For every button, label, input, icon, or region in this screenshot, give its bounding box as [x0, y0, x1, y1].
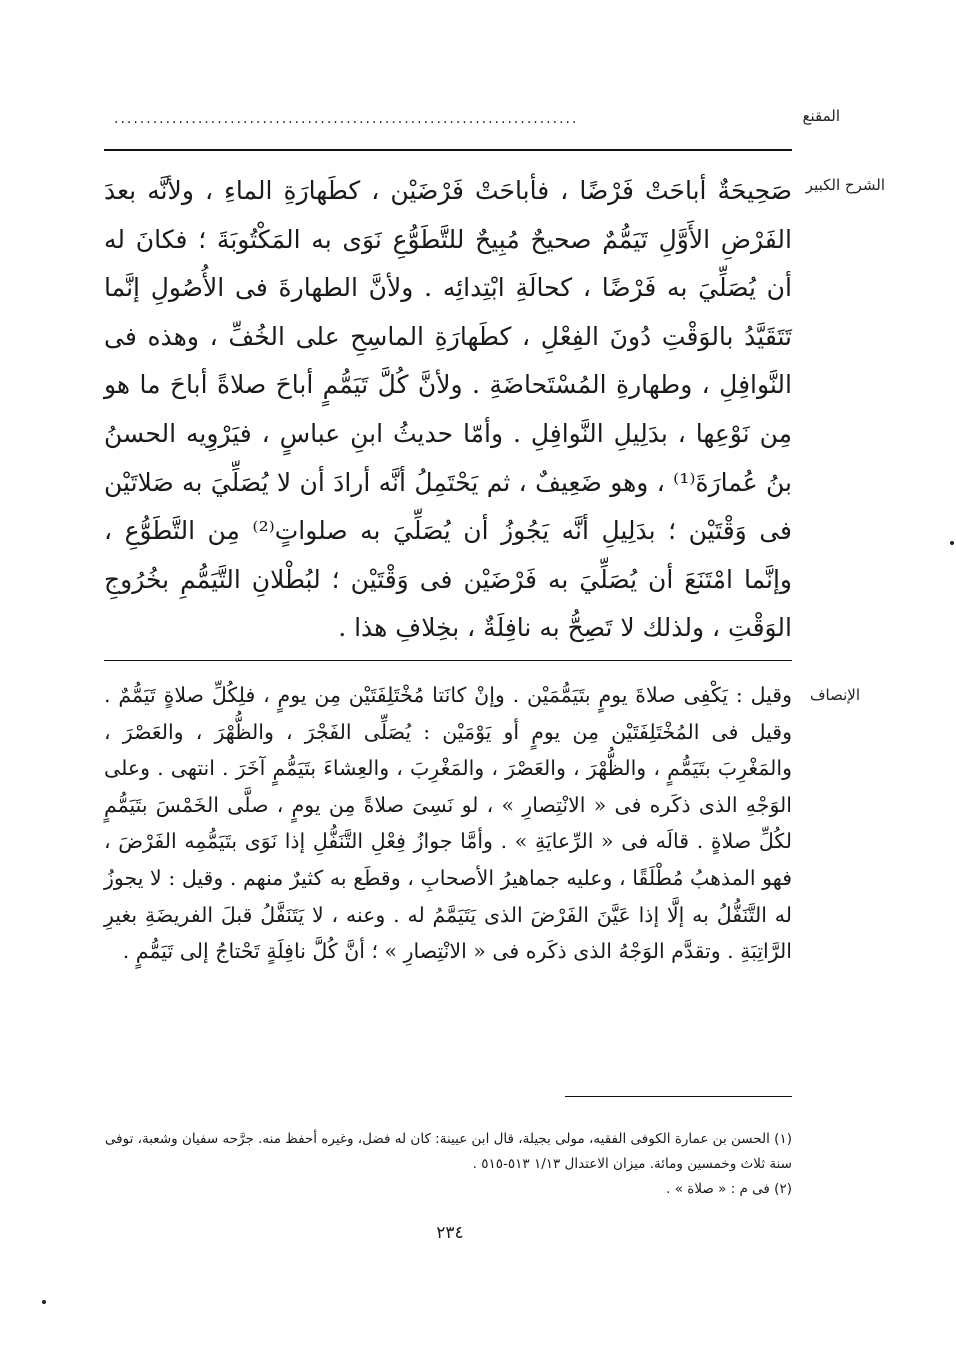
- section-divider: [104, 660, 792, 661]
- insaf-label: الإنصاف: [809, 686, 860, 704]
- scan-speck: [42, 1300, 46, 1304]
- book-label: المقنع: [802, 107, 840, 125]
- footnote-2: (٢) فى م : « صلاة » .: [666, 1181, 792, 1197]
- insaf-text: [104, 677, 792, 970]
- insaf-paragraph: وقيل : يَكْفِى صلاةَ يومٍ بتَيَمُّمَيْن . وإنْ كانَتا مُخْتَلِفَتَيْن مِن يومٍ ، فلِكُلِّ صلاةٍ تَيَمُّمٌ . وقيل فى المُخْتَلِفَتَيْن مِن يومٍ أو يَوْمَيْن : يُصَلِّى الفَجْرَ ، والظُّهْرَ ، والعَصْرَ ، والمَغْرِبَ بتَيَمُّمٍ ، والظُّهْرَ ، والعَصْرَ ، والمَغْرِبَ ، والعِشاءَ بتَيَمُّمٍ آخَرَ . انتهى . وعلى الوَجْهِ الذى ذكَره فى « الانْتِصارِ » ، لو نَسِىَ صلاةً مِن يومٍ ، صلَّى الخَمْسَ بتَيَمُّمٍ لكُلِّ صلاةٍ . قالَه فى « الرِّعايَةِ » . وأمَّا جوازُ فِعْلِ التَّنَفُّلِ إذا نَوَى بتَيَمُّمِه الفَرْضَ ، فهو المذهبُ مُطْلَقًا ، وعليه جماهيرُ الأصحابِ ، وقطَع به كثيرٌ منهم . وقيل : لا يجوزُ له التَّنَفُّلُ به إلَّا إذا عَيَّنَ الفَرْضَ الذى يَتَيَمَّمُ له . وعنه ، لا يَتَنَفَّلُ قبلَ الفريضَةِ بغيرِ الرَّاتِبَةِ . وتقدَّم الوَجْهُ الذى ذكَره فى « الانْتِصارِ » ؛ أنَّ كُلَّ نافِلَةٍ تَحْتاجُ إلى تَيَمُّمٍ .: [104, 683, 792, 964]
- footnote-divider: [565, 1096, 792, 1097]
- scan-speck: [950, 541, 954, 545]
- sharh-label: الشرح الكبير: [805, 176, 885, 194]
- header-rule: [104, 149, 792, 151]
- page-number: ٢٣٤: [436, 1223, 464, 1243]
- footnote-1: (١) الحسن بن عمارة الكوفى الفقيه، مولى بجيلة، قال ابن عيينة: كان له فضل، وغيره أحفظ منه. جرَّحه سفيان وشعبة، توفى سنة ثلاث وخمسين ومائة. ميزان الاعتدال ١/١٣ ٥١٣-٥١٥ .: [104, 1131, 792, 1172]
- sharh-paragraph: صَحِيحَةٌ أباحَتْ فَرْضًا ، فأباحَتْ فَرْضَيْن ، كطَهارَةِ الماءِ ، ولأنَّه بعدَ الفَرْضِ الأَوَّلِ تَيَمُّمٌ صحيحٌ مُبِيحٌ للتَّطَوُّعِ نَوَى به المَكْتُوبَةَ ؛ فكانَ له أن يُصَلِّيَ به فَرْضًا ، كحالَةِ ابْتِدائِه . ولأنَّ الطهارةَ فى الأُصُولِ إنَّما تَتَقَيَّدُ بالوَقْتِ دُونَ الفِعْلِ ، كطَهارَةِ الماسِحِ على الخُفِّ ، وهذه فى النَّوافِلِ ، وطهارةِ المُسْتَحاضَةِ . ولأنَّ كُلَّ تَيَمُّمٍ أباحَ صلاةً أباحَ ما هو مِن نَوْعِها ، بدَلِيلِ النَّوافِلِ . وأمّا حديثُ ابنِ عباسٍ ، فيَرْوِيه الحسنُ بنُ عُمارَةَ⁽¹⁾ ، وهو ضَعِيفٌ ، ثم يَحْتَمِلُ أنَّه أرادَ أن لا يُصَلِّيَ به صَلاتَيْن فى وَقْتَيْن ؛ بدَلِيلِ أنَّه يَجُوزُ أن يُصَلِّيَ به صلواتٍ⁽²⁾ مِن التَّطَوُّعِ ، وإنَّما امْتَنَعَ أن يُصَلِّيَ به فَرْضَيْن فى وَقْتَيْن ؛ لبُطْلانِ التَّيَمُّمِ بخُرُوجِ الوَقْتِ ، ولذلك لا تَصِحُّ به نافِلَةٌ ، بخِلافِ هذا .: [104, 176, 792, 643]
- footnotes: [104, 1127, 792, 1202]
- sharh-text: [104, 167, 792, 653]
- header-dots: ........................................................................: [114, 112, 579, 126]
